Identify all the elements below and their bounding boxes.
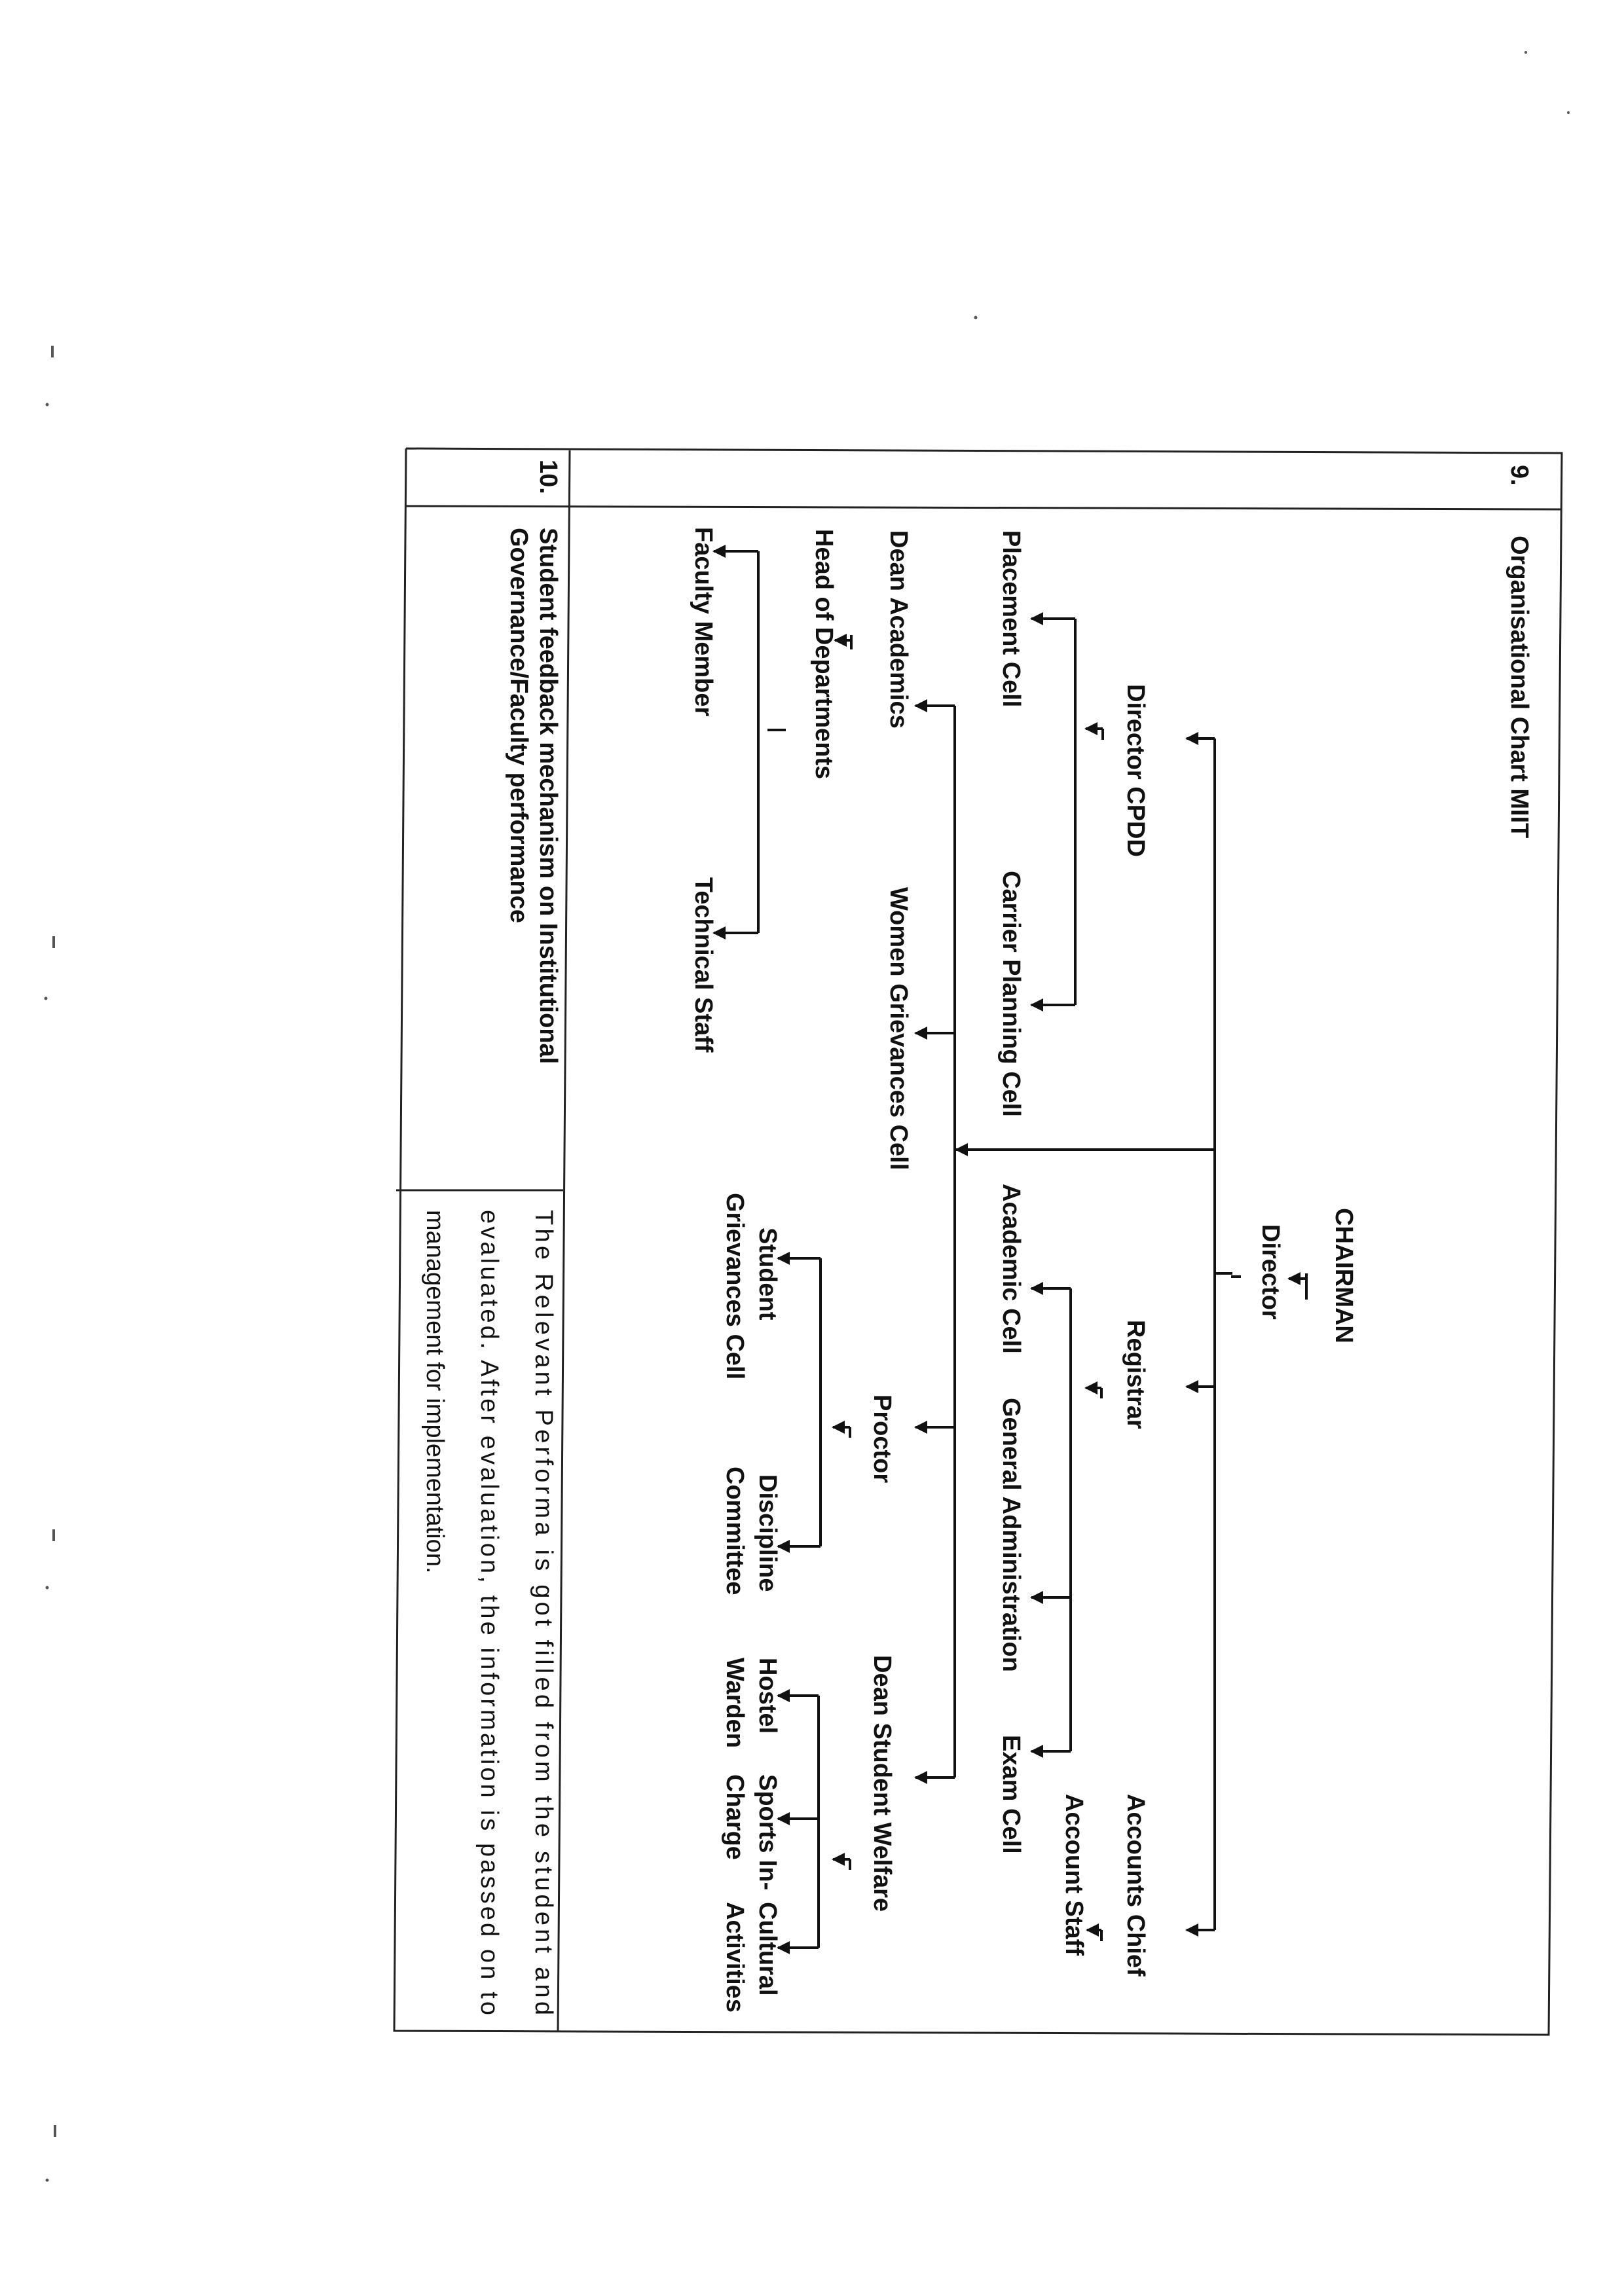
account-staff-box: Account Staff	[1060, 1794, 1088, 1956]
row-9-title: Organisational Chart MIIT	[1505, 536, 1533, 839]
technical-staff-box: Technical Staff	[690, 877, 717, 1053]
registrar-box: Registrar	[1122, 1320, 1149, 1429]
carrier-planning-cell-box: Carrier Planning Cell	[997, 871, 1025, 1117]
sports-line2: Charge	[721, 1774, 748, 1860]
cultural-line1: Cultural	[754, 1902, 781, 1996]
discipline-line1: Discipline	[754, 1474, 781, 1592]
student-grievances-line2: Grievances Cell	[721, 1193, 748, 1380]
row-10-desc-line2: evaluated. After evaluation, the information is passed on to	[475, 1210, 503, 2015]
row-9-number: 9.	[1505, 465, 1533, 486]
cultural-line2: Activities	[721, 1902, 748, 2013]
row-10-title-line1: Student feedback mechanism on Institutional	[534, 528, 562, 1065]
placement-cell-box: Placement Cell	[997, 530, 1025, 708]
org-chart-labels	[690, 527, 1357, 2013]
general-administration-box: General Administration	[997, 1398, 1025, 1672]
women-grievances-cell-box: Women Grievances Cell	[885, 887, 912, 1171]
row-10-desc-line3: management for implementation.	[421, 1210, 449, 1574]
row-10-desc-line1: The Relevant Performa is got filled from the student and	[530, 1210, 557, 2016]
row-10-title-line2: Governance/Faculty performance	[505, 528, 532, 923]
hostel-line1: Hostel	[754, 1658, 781, 1734]
row-10-number: 10.	[534, 460, 562, 494]
table-grid	[394, 448, 1562, 2035]
exam-cell-box: Exam Cell	[997, 1735, 1025, 1854]
student-grievances-line1: Student	[754, 1228, 781, 1321]
dean-student-welfare-box: Dean Student Welfare	[868, 1655, 896, 1912]
discipline-line2: Committee	[721, 1467, 748, 1595]
dean-academics-box: Dean Academics	[885, 530, 912, 729]
scan-specks	[45, 51, 1570, 2182]
director-cpdd-box: Director CPDD	[1122, 684, 1149, 857]
sports-line1: Sports In-	[754, 1774, 781, 1891]
head-of-departments-box: Head of Departments	[810, 529, 838, 780]
director-box: Director	[1257, 1224, 1284, 1320]
faculty-member-box: Faculty Member	[690, 527, 717, 717]
proctor-box: Proctor	[868, 1394, 896, 1484]
chairman-box: CHAIRMAN	[1330, 1208, 1357, 1343]
accounts-chief-box: Accounts Chief	[1122, 1794, 1149, 1977]
academic-cell-box: Academic Cell	[997, 1184, 1025, 1354]
hostel-line2: Warden	[721, 1658, 748, 1748]
